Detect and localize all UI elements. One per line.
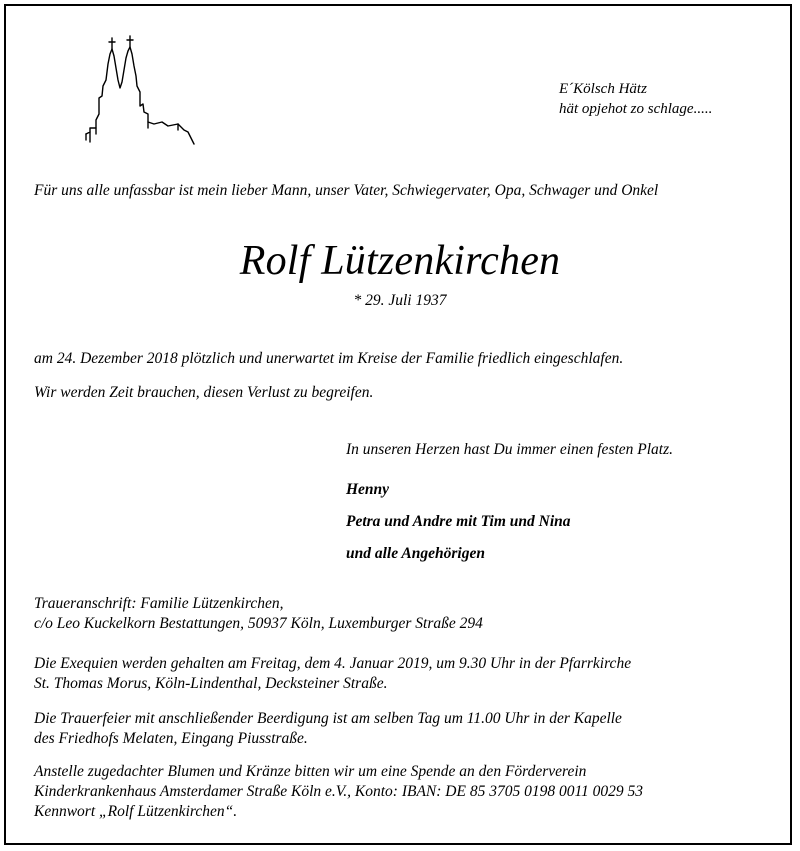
mourner-3: und alle Angehörigen (346, 545, 485, 562)
donation-line-3: Kennwort „Rolf Lützenkirchen“. (34, 803, 238, 820)
cologne-cathedral-icon (82, 34, 200, 146)
birth-date: * 29. Juli 1937 (353, 292, 447, 309)
mourner-1: Henny (346, 481, 390, 498)
donation-line-1: Anstelle zugedachter Blumen und Kränze bitten wir um eine Spende an den Förderverein (34, 763, 587, 780)
address-line-2: c/o Leo Kuckelkorn Bestattungen, 50937 Köln, Luxemburger Straße 294 (34, 615, 483, 632)
deceased-name: Rolf Lützenkirchen (239, 238, 561, 284)
mourner-2: Petra und Andre mit Tim und Nina (346, 513, 571, 530)
exequies-line-2: St. Thomas Morus, Köln-Lindenthal, Decksteiner Straße. (34, 675, 388, 692)
exequies-line-1: Die Exequien werden gehalten am Freitag, dem 4. Januar 2019, um 9.30 Uhr in der Pfarrkirche (34, 655, 632, 672)
sentiment-line: Wir werden Zeit brauchen, diesen Verlust zu begreifen. (34, 384, 374, 401)
donation-line-2: Kinderkrankenhaus Amsterdamer Straße Köln e.V., Konto: IBAN: DE 85 3705 0198 0011 0029 53 (34, 783, 644, 800)
motto-line-1: E´Kölsch Hätz (559, 81, 647, 97)
heart-line: In unseren Herzen hast Du immer einen festen Platz. (346, 441, 674, 458)
death-line: am 24. Dezember 2018 plötzlich und unerwartet im Kreise der Familie friedlich eingeschlafen. (34, 350, 624, 367)
motto-line-2: hät opjehot zo schlage..... (559, 101, 713, 117)
funeral-line-1: Die Trauerfeier mit anschließender Beerdigung ist am selben Tag um 11.00 Uhr in der Kapelle (34, 710, 622, 727)
intro-text: Für uns alle unfassbar ist mein lieber Mann, unser Vater, Schwiegervater, Opa, Schwager und Onkel (34, 182, 659, 199)
funeral-line-2: des Friedhofs Melaten, Eingang Piusstraße. (34, 730, 308, 747)
address-line-1: Traueranschrift: Familie Lützenkirchen, (34, 595, 284, 612)
